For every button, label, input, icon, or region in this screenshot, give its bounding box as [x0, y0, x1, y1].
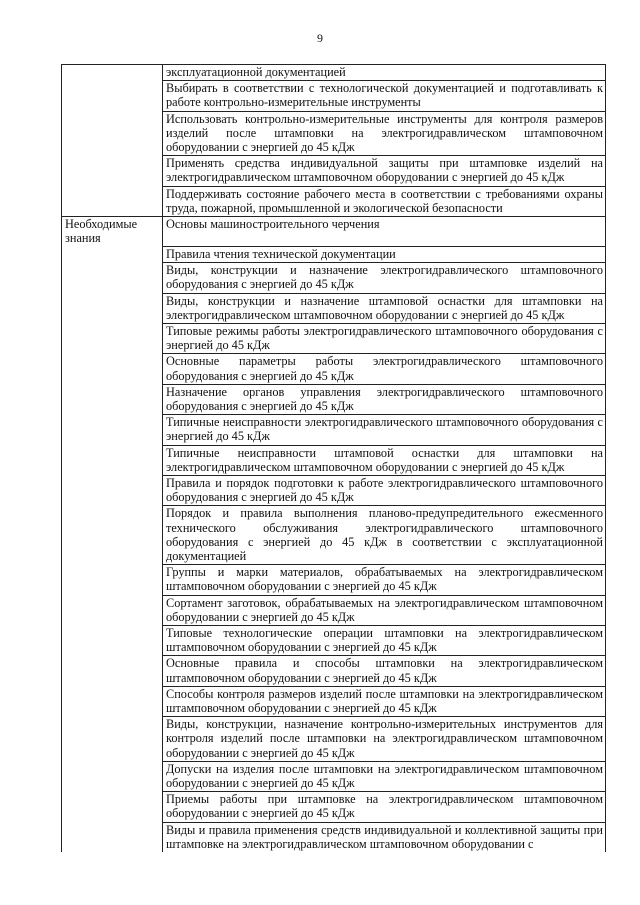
requirement-text: Выбирать в соответствии с технологической документацией и подготавливать к работе контрольно-измерительные инструменты — [163, 81, 606, 111]
table-row — [62, 626, 606, 656]
requirement-text: Правила чтения технической документации — [163, 246, 606, 262]
section-label-cell-continued — [62, 761, 163, 791]
table-row — [62, 246, 606, 262]
requirement-text: Правила и порядок подготовки к работе электрогидравлического штамповочного оборудования с энергией до 45 кДж — [163, 475, 606, 505]
table-row — [62, 506, 606, 565]
table-row — [62, 445, 606, 475]
section-label-cell-continued — [62, 415, 163, 445]
requirement-text: Типичные неисправности электрогидравлического штамповочного оборудования с энергией до 45 кДж — [163, 415, 606, 445]
requirement-text: Основные правила и способы штамповки на электрогидравлическом штамповочном оборудовании с энергией до 45 кДж — [163, 656, 606, 686]
section-label-cell — [62, 65, 163, 81]
requirement-text: Порядок и правила выполнения планово-предупредительного ежесменного технического обслуживания электрогидравлического штамповочного оборудования с энергией до 45 кДж в соответствии с эксплуатационной документацией — [163, 506, 606, 565]
table-row — [62, 415, 606, 445]
requirement-text: Основные параметры работы электрогидравлического штамповочного оборудования с энергией до 45 кДж — [163, 354, 606, 384]
section-label-cell-continued — [62, 686, 163, 716]
section-label-cell-continued — [62, 475, 163, 505]
requirement-text: Группы и марки материалов, обрабатываемых на электрогидравлическом штамповочном оборудовании с энергией до 45 кДж — [163, 565, 606, 595]
section-label-cell-continued — [62, 445, 163, 475]
table-row — [62, 263, 606, 293]
section-label-cell-continued — [62, 263, 163, 293]
section-label-cell-continued — [62, 595, 163, 625]
requirement-text: Применять средства индивидуальной защиты при штамповке изделий на электрогидравлическом штамповочном оборудовании с энергией до 45 кДж — [163, 156, 606, 186]
section-label-cell-continued — [62, 822, 163, 852]
table-row — [62, 65, 606, 81]
table-row — [62, 475, 606, 505]
page-number: 9 — [317, 31, 323, 45]
section-label-cell-continued — [62, 792, 163, 822]
section-label-cell — [62, 217, 163, 247]
table-row — [62, 717, 606, 762]
table-row — [62, 792, 606, 822]
requirements-table-body — [62, 65, 606, 853]
table-row — [62, 156, 606, 186]
section-label-cell-continued — [62, 626, 163, 656]
section-label-cell-continued — [62, 186, 163, 216]
table-row — [62, 323, 606, 353]
requirement-text: Типовые технологические операции штамповки на электрогидравлическом штамповочном оборудовании с энергией до 45 кДж — [163, 626, 606, 656]
requirements-table — [61, 64, 606, 852]
table-row — [62, 595, 606, 625]
requirement-text: Виды, конструкции и назначение штамповой оснастки для штамповки на электрогидравлическом штамповочном оборудовании с энергией до 45 кДж — [163, 293, 606, 323]
requirement-text: Сортамент заготовок, обрабатываемых на электрогидравлическом штамповочном оборудовании с энергией до 45 кДж — [163, 595, 606, 625]
section-label-cell-continued — [62, 506, 163, 565]
table-row — [62, 186, 606, 216]
requirement-text: Приемы работы при штамповке на электрогидравлическом штамповочном оборудовании с энергией до 45 кДж — [163, 792, 606, 822]
table-row — [62, 565, 606, 595]
requirement-text: Основы машиностроительного черчения — [163, 217, 606, 247]
requirement-text: Допуски на изделия после штамповки на электрогидравлическом штамповочном оборудовании с энергией до 45 кДж — [163, 761, 606, 791]
section-label-cell-continued — [62, 354, 163, 384]
section-label-cell-continued — [62, 323, 163, 353]
requirement-text: Использовать контрольно-измерительные инструменты для контроля размеров изделий после штамповки на электрогидравлическом штамповочном оборудовании с энергией до 45 кДж — [163, 111, 606, 156]
section-label-cell-continued — [62, 656, 163, 686]
section-label-cell-continued — [62, 717, 163, 762]
section-label-cell-continued — [62, 81, 163, 111]
requirement-text: Назначение органов управления электрогидравлического штамповочного оборудования с энергией до 45 кДж — [163, 384, 606, 414]
section-label-cell-continued — [62, 293, 163, 323]
requirement-text: Поддерживать состояние рабочего места в соответствии с требованиями охраны труда, пожарной, промышленной и экологической безопасности — [163, 186, 606, 216]
table-row — [62, 686, 606, 716]
section-label-cell-continued — [62, 156, 163, 186]
section-label-cell-continued — [62, 111, 163, 156]
table-row — [62, 111, 606, 156]
table-row — [62, 217, 606, 247]
table-row — [62, 656, 606, 686]
requirement-text: Типичные неисправности штамповой оснастки для штамповки на электрогидравлическом штамповочном оборудовании с энергией до 45 кДж — [163, 445, 606, 475]
table-row — [62, 761, 606, 791]
section-label-cell-continued — [62, 565, 163, 595]
section-label-cell-continued — [62, 384, 163, 414]
table-row — [62, 384, 606, 414]
section-label: Необходимые знания — [65, 217, 138, 246]
requirement-text: Виды, конструкции, назначение контрольно-измерительных инструментов для контроля изделий после штамповки на электрогидравлическом штамповочном оборудовании с энергией до 45 кДж — [163, 717, 606, 762]
requirement-text: Виды, конструкции и назначение электрогидравлического штамповочного оборудования с энергией до 45 кДж — [163, 263, 606, 293]
requirement-text: Виды и правила применения средств индивидуальной и коллективной защиты при штамповке на электрогидравлическом штамповочном оборудовании с — [163, 822, 606, 852]
table-row — [62, 354, 606, 384]
requirement-text: Способы контроля размеров изделий после штамповки на электрогидравлическом штамповочном оборудовании с энергией до 45 кДж — [163, 686, 606, 716]
table-row — [62, 822, 606, 852]
requirement-text: эксплуатационной документацией — [163, 65, 606, 81]
requirement-text: Типовые режимы работы электрогидравлического штамповочного оборудования с энергией до 45 кДж — [163, 323, 606, 353]
table-row — [62, 81, 606, 111]
table-row — [62, 293, 606, 323]
section-label-cell-continued — [62, 246, 163, 262]
